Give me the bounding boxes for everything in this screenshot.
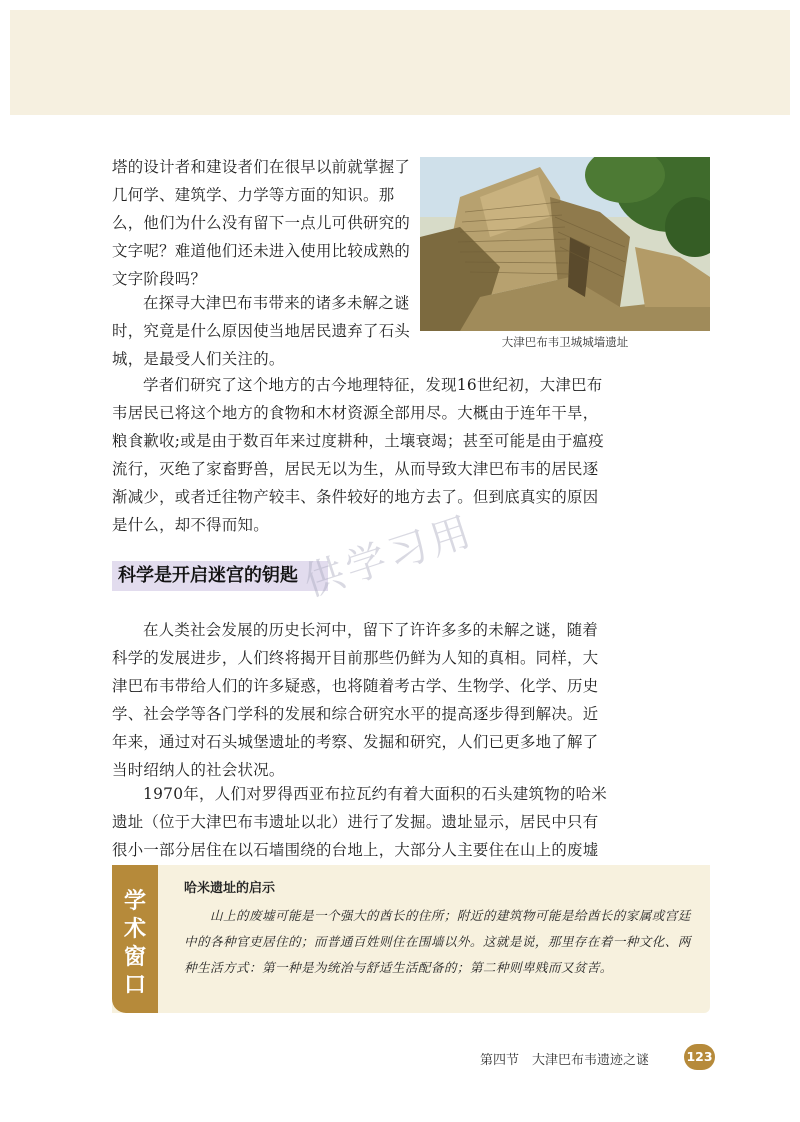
ruins-photo	[420, 157, 710, 331]
section-heading: 科学是开启迷宫的钥匙	[112, 561, 328, 591]
body-paragraph-5: 1970年，人们对罗得西亚布拉瓦约有着大面积的石头建筑物的哈米遗址（位于大津巴布韦遗址以北）进行了发掘。遗址显示，居民中只有很小一部分居住在以石墙围绕的台地上，大部分人主要住在山上的废墟	[112, 785, 608, 859]
body-paragraph-2: 在探寻大津巴布韦带来的诸多未解之谜时，究竟是什么原因使当地居民遗弃了石头城，是最受人们关注的。	[112, 294, 411, 368]
academic-window-body: 山上的废墟可能是一个强大的酋长的住所；附近的建筑物可能是给酋长的家属或宫廷中的各种官吏居住的；而普通百姓则住在围墙以外。这就是说，那里存在着一种文化、两种生活方式：第一种是为统治与舒适生活配备的；第二种则卑贱而又贫苦。	[184, 908, 691, 975]
watermark: 供学习用	[298, 507, 480, 606]
body-paragraph-3: 学者们研究了这个地方的古今地理特征，发现16世纪初，大津巴布韦居民已将这个地方的食物和木材资源全部用尽。大概由于连年干旱，粮食歉收;或是由于数百年来过度耕种，土壤衰竭；甚至可能是由于瘟疫流行，灭绝了家畜野兽，居民无以为生，从而导致大津巴布韦的居民逐渐减少，或者迁往物产较丰、条件较好的地方去了。但到底真实的原因是什么，却不得而知。	[112, 376, 604, 534]
page-number: 123	[684, 1044, 715, 1070]
body-paragraph-4: 在人类社会发展的历史长河中，留下了许许多多的未解之谜，随着科学的发展进步，人们终将揭开目前那些仍鲜为人知的真相。同样，大津巴布韦带给人们的许多疑惑，也将随着考古学、生物学、化学、历史学、社会学等各门学科的发展和综合研究水平的提高逐步得到解决。近年来，通过对石头城堡遗址的考察、发掘和研究，人们已更多地了解了当时绍纳人的社会状况。	[112, 621, 599, 779]
header-band	[10, 10, 790, 115]
photo-caption: 大津巴布韦卫城城墙遗址	[501, 335, 629, 349]
footer-chapter: 第四节 大津巴布韦遗迹之谜	[480, 1053, 650, 1068]
body-paragraph-1: 塔的设计者和建设者们在很早以前就掌握了几何学、建筑学、力学等方面的知识。那么，他们为什么没有留下一点儿可供研究的文字呢？难道他们还未进入使用比较成熟的文字阶段吗？	[112, 158, 411, 288]
academic-window-label: 学术窗口	[123, 889, 146, 998]
academic-window-title: 哈米遗址的启示	[184, 881, 276, 896]
